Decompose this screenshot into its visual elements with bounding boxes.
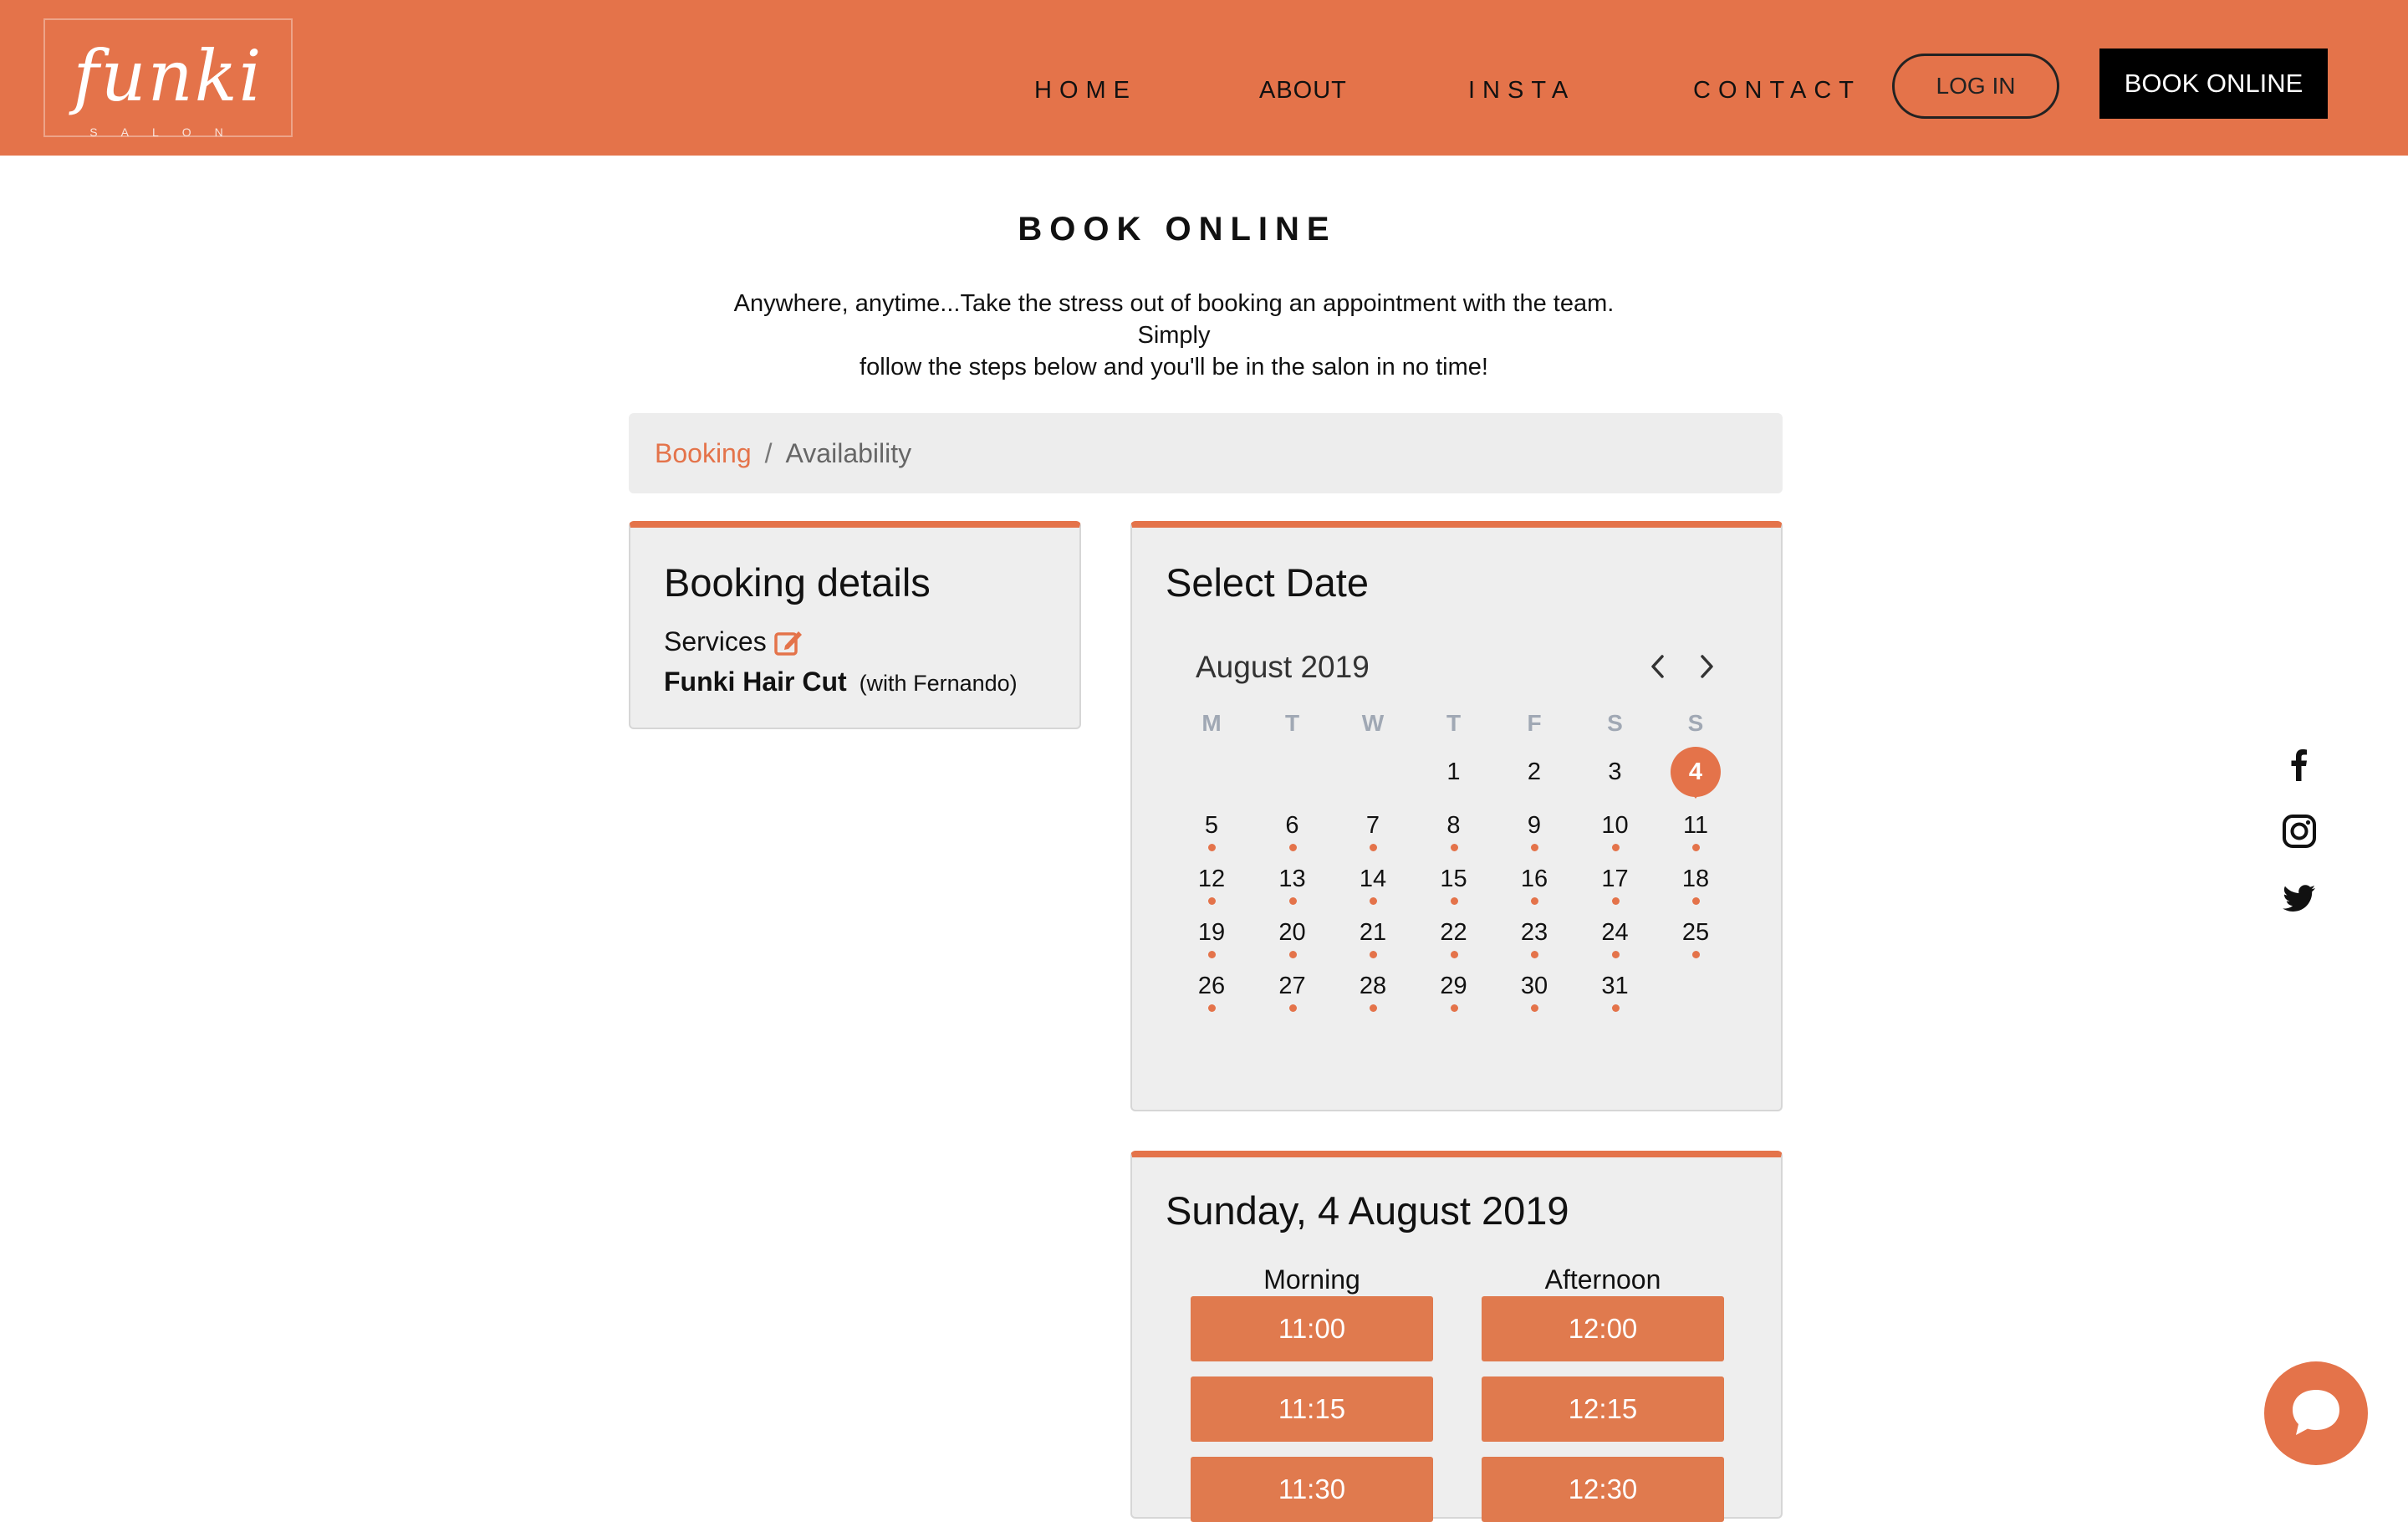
availability-dot: [1208, 951, 1216, 958]
page-title: BOOK ONLINE: [1018, 211, 1337, 248]
availability-dot: [1692, 844, 1700, 851]
morning-slot-button[interactable]: 11:15: [1191, 1376, 1433, 1442]
calendar-day[interactable]: [1186, 800, 1237, 850]
calendar-day-number: 5: [1204, 812, 1219, 839]
calendar-day[interactable]: [1590, 961, 1640, 1011]
chevron-left-icon[interactable]: [1645, 650, 1671, 683]
calendar-day-number: 23: [1520, 919, 1548, 946]
calendar-day-number: 25: [1681, 919, 1710, 946]
availability-dot: [1531, 897, 1538, 905]
calendar-day-number: 26: [1197, 973, 1226, 999]
selected-date-title: Sunday, 4 August 2019: [1166, 1188, 1569, 1233]
chat-button[interactable]: [2264, 1361, 2368, 1465]
availability-dot: [1692, 951, 1700, 958]
weekday-label: S: [1607, 710, 1623, 736]
time-slots-card: [1130, 1151, 1783, 1519]
calendar-day-number: 6: [1285, 812, 1299, 839]
calendar-day-number: 19: [1197, 919, 1226, 946]
calendar-day-number: 30: [1520, 973, 1548, 999]
calendar-day-number: 9: [1527, 812, 1542, 839]
weekday-label: T: [1446, 710, 1462, 736]
logo-text: funki: [73, 35, 263, 117]
calendar-day[interactable]: [1268, 800, 1318, 850]
calendar-day[interactable]: [1429, 800, 1479, 850]
availability-dot: [1289, 844, 1297, 851]
morning-slot-button[interactable]: 11:00: [1191, 1296, 1433, 1361]
availability-dot: [1370, 1004, 1377, 1012]
service-name: Funki Hair Cut: [664, 667, 847, 697]
calendar-day[interactable]: [1671, 907, 1721, 958]
calendar-day-number: 18: [1681, 866, 1710, 892]
site-header: [0, 0, 2408, 156]
funki-logo[interactable]: [43, 18, 293, 137]
calendar-day-number: 7: [1365, 812, 1380, 839]
calendar-day[interactable]: [1671, 854, 1721, 904]
book-online-button[interactable]: BOOK ONLINE: [2099, 49, 2328, 119]
chat-bubble-icon: [2284, 1382, 2348, 1445]
calendar-day-number: 24: [1601, 919, 1629, 946]
calendar-day-number: 27: [1278, 973, 1306, 999]
calendar-day-number: 16: [1520, 866, 1548, 892]
calendar-day-number: 20: [1278, 919, 1306, 946]
calendar-day[interactable]: [1429, 907, 1479, 958]
calendar-day[interactable]: [1590, 800, 1640, 850]
select-date-title: Select Date: [1166, 560, 1369, 605]
calendar-day[interactable]: [1509, 961, 1559, 1011]
calendar-day[interactable]: [1509, 747, 1559, 797]
services-label: Services: [664, 626, 767, 656]
availability-dot: [1531, 1004, 1538, 1012]
intro-line-1: Anywhere, anytime...Take the stress out of booking an appointment with the team. Simply: [733, 290, 1615, 349]
facebook-icon[interactable]: [2281, 746, 2318, 783]
weekday-label: S: [1687, 710, 1704, 736]
availability-dot: [1451, 1004, 1458, 1012]
availability-dot: [1208, 844, 1216, 851]
availability-dot: [1692, 897, 1700, 905]
weekday-label: F: [1527, 710, 1542, 736]
calendar-day-number: 17: [1601, 866, 1629, 892]
instagram-icon[interactable]: [2281, 813, 2318, 850]
calendar-day[interactable]: [1348, 854, 1398, 904]
weekday-label: M: [1201, 710, 1222, 736]
calendar-day-number: 31: [1601, 973, 1629, 999]
availability-dot: [1612, 1004, 1620, 1012]
calendar-day-number: 8: [1446, 812, 1461, 839]
calendar-day[interactable]: [1429, 747, 1479, 797]
calendar-day[interactable]: [1671, 800, 1721, 850]
availability-dot: [1289, 1004, 1297, 1012]
morning-slot-button[interactable]: 11:30: [1191, 1457, 1433, 1522]
afternoon-slot-button[interactable]: 12:30: [1482, 1457, 1724, 1522]
calendar-day[interactable]: [1186, 854, 1237, 904]
afternoon-header: Afternoon: [1544, 1264, 1661, 1295]
service-line: [664, 667, 1018, 697]
afternoon-slot-button[interactable]: 12:00: [1482, 1296, 1724, 1361]
calendar-day[interactable]: [1348, 961, 1398, 1011]
calendar-day-number: 14: [1359, 866, 1387, 892]
calendar-day-number: 3: [1608, 758, 1622, 785]
breadcrumb: [629, 413, 1783, 493]
calendar-day[interactable]: [1509, 854, 1559, 904]
booking-details-card: [629, 521, 1081, 729]
availability-dot: [1370, 844, 1377, 851]
edit-icon[interactable]: [773, 628, 804, 656]
breadcrumb-separator: /: [764, 437, 773, 468]
calendar-day[interactable]: [1509, 800, 1559, 850]
calendar-day[interactable]: [1509, 907, 1559, 958]
services-row: [664, 626, 804, 657]
calendar-day[interactable]: [1348, 800, 1398, 850]
availability-dot: [1370, 897, 1377, 905]
availability-dot: [1451, 844, 1458, 851]
calendar-day[interactable]: [1268, 961, 1318, 1011]
nav-insta[interactable]: INSTA: [1468, 77, 1576, 104]
calendar-day-number: 21: [1359, 919, 1387, 946]
calendar-day-number: 1: [1446, 758, 1461, 785]
calendar-day[interactable]: [1590, 854, 1640, 904]
nav-contact[interactable]: CONTACT: [1693, 77, 1862, 104]
calendar-day-number: 12: [1197, 866, 1226, 892]
availability-dot: [1531, 951, 1538, 958]
breadcrumb-current: Availability: [785, 437, 912, 468]
calendar-day-number: 22: [1440, 919, 1467, 946]
nav-about[interactable]: ABOUT: [1259, 77, 1347, 104]
calendar-day[interactable]: [1590, 907, 1640, 958]
breadcrumb-booking-link[interactable]: Booking: [655, 437, 752, 468]
calendar-day-number: 13: [1278, 866, 1306, 892]
intro-line-2: follow the steps below and you'll be in the salon in no time!: [860, 354, 1488, 380]
availability-dot: [1208, 897, 1216, 905]
calendar-day[interactable]: [1348, 907, 1398, 958]
calendar-day[interactable]: [1429, 961, 1479, 1011]
calendar-day-number: 28: [1359, 973, 1387, 999]
availability-dot: [1531, 844, 1538, 851]
availability-dot: [1208, 1004, 1216, 1012]
twitter-icon[interactable]: [2281, 880, 2318, 917]
calendar-day[interactable]: [1268, 854, 1318, 904]
availability-dot: [1612, 897, 1620, 905]
select-date-card: [1130, 521, 1783, 1111]
availability-dot: [1612, 844, 1620, 851]
calendar-day-number: 11: [1682, 812, 1709, 839]
afternoon-slot-button[interactable]: 12:15: [1482, 1376, 1724, 1442]
availability-dot: [1451, 951, 1458, 958]
calendar-day[interactable]: [1268, 907, 1318, 958]
calendar-day-number: 4: [1688, 758, 1703, 785]
availability-dot: [1370, 951, 1377, 958]
morning-header: Morning: [1263, 1264, 1360, 1295]
availability-dot: [1289, 951, 1297, 958]
calendar-day-number: 10: [1601, 812, 1629, 839]
chevron-right-icon[interactable]: [1694, 650, 1719, 683]
calendar-month: August 2019: [1196, 650, 1370, 684]
calendar-day-number: 29: [1440, 973, 1467, 999]
service-staff: (with Fernando): [859, 671, 1018, 696]
calendar-day-number: 2: [1527, 758, 1542, 785]
calendar-day[interactable]: [1186, 961, 1237, 1011]
intro-text: [702, 288, 1645, 383]
login-button[interactable]: LOG IN: [1892, 54, 2059, 119]
availability-dot: [1451, 897, 1458, 905]
calendar-day[interactable]: [1590, 747, 1640, 797]
weekday-label: T: [1284, 710, 1300, 736]
availability-dot: [1612, 951, 1620, 958]
nav-home[interactable]: HOME: [1034, 77, 1137, 104]
calendar-day[interactable]: [1186, 907, 1237, 958]
booking-details-title: Booking details: [664, 560, 931, 605]
logo-subtitle: SALON: [89, 125, 247, 139]
calendar-day-selected[interactable]: [1671, 747, 1721, 797]
weekday-label: W: [1361, 710, 1385, 736]
calendar-day-number: 15: [1440, 866, 1467, 892]
calendar-day[interactable]: [1429, 854, 1479, 904]
availability-dot: [1289, 897, 1297, 905]
